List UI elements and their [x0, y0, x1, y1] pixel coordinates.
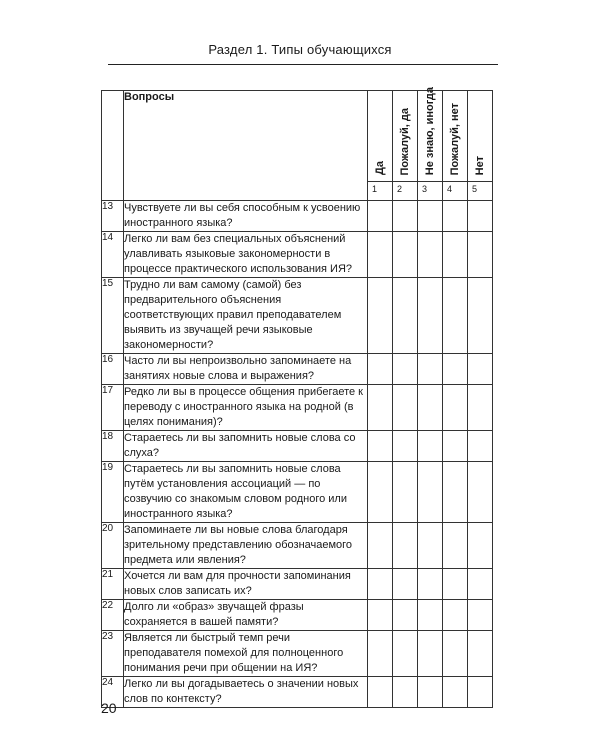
answer-cell[interactable] [393, 569, 418, 600]
answer-cell[interactable] [468, 201, 493, 232]
question-text: Является ли быстрый темп речи преподавателя помехой для полноценного понимания речи при общении на ИЯ? [124, 631, 368, 677]
question-number: 20 [102, 523, 124, 569]
answer-cell[interactable] [468, 354, 493, 385]
table-row [102, 232, 493, 278]
answer-cell[interactable] [418, 232, 443, 278]
answer-cell[interactable] [393, 278, 418, 354]
question-text: Редко ли вы в процессе общения прибегаете к переводу с иностранного языка на родной (в целях понимания)? [124, 385, 368, 431]
answer-header-dont-know: Не знаю, иногда [418, 91, 443, 182]
question-number: 15 [102, 278, 124, 354]
table-row [102, 201, 493, 232]
answer-cell[interactable] [368, 600, 393, 631]
table-row [102, 278, 493, 354]
answer-code: 3 [418, 182, 443, 201]
answer-cell[interactable] [368, 201, 393, 232]
answer-cell[interactable] [418, 385, 443, 431]
answer-code: 4 [443, 182, 468, 201]
answer-cell[interactable] [393, 385, 418, 431]
questions-header: Вопросы [124, 91, 368, 201]
question-text: Долго ли «образ» звучащей фразы сохраняется в вашей памяти? [124, 600, 368, 631]
answer-cell[interactable] [418, 462, 443, 523]
table-row [102, 462, 493, 523]
answer-cell[interactable] [418, 523, 443, 569]
answer-cell[interactable] [393, 462, 418, 523]
answer-code: 5 [468, 182, 493, 201]
answer-cell[interactable] [443, 677, 468, 708]
answer-cell[interactable] [368, 569, 393, 600]
answer-cell[interactable] [393, 631, 418, 677]
table-row [102, 569, 493, 600]
question-number: 14 [102, 232, 124, 278]
answer-cell[interactable] [393, 232, 418, 278]
table-row [102, 354, 493, 385]
answer-cell[interactable] [468, 569, 493, 600]
answer-cell[interactable] [393, 677, 418, 708]
answer-code: 2 [393, 182, 418, 201]
answer-cell[interactable] [368, 232, 393, 278]
table-row [102, 431, 493, 462]
answer-cell[interactable] [443, 431, 468, 462]
answer-cell[interactable] [418, 278, 443, 354]
question-number: 22 [102, 600, 124, 631]
answer-cell[interactable] [368, 278, 393, 354]
answer-cell[interactable] [443, 523, 468, 569]
table-row [102, 600, 493, 631]
question-number: 13 [102, 201, 124, 232]
answer-cell[interactable] [468, 232, 493, 278]
answer-cell[interactable] [443, 385, 468, 431]
question-text: Чувствуете ли вы себя способным к усвоению иностранного языка? [124, 201, 368, 232]
answer-header-probably-yes: Пожалуй, да [393, 91, 418, 182]
header-row [102, 91, 493, 182]
answer-cell[interactable] [443, 354, 468, 385]
answer-cell[interactable] [418, 677, 443, 708]
answer-cell[interactable] [368, 462, 393, 523]
table-row [102, 523, 493, 569]
answer-cell[interactable] [443, 631, 468, 677]
answer-header-probably-no: Пожалуй, нет [443, 91, 468, 182]
page-number: 20 [101, 700, 117, 716]
answer-cell[interactable] [393, 523, 418, 569]
answer-cell[interactable] [443, 600, 468, 631]
number-column-header [102, 91, 124, 201]
question-text: Хочется ли вам для прочности запоминания новых слов записать их? [124, 569, 368, 600]
answer-cell[interactable] [368, 385, 393, 431]
answer-cell[interactable] [368, 631, 393, 677]
answer-cell[interactable] [368, 431, 393, 462]
running-head: Раздел 1. Типы обучающихся [208, 42, 392, 57]
question-text: Легко ли вам без специальных объяснений улавливать языковые закономерности в процессе практического использования ИЯ? [124, 232, 368, 278]
answer-cell[interactable] [468, 523, 493, 569]
answer-cell[interactable] [418, 201, 443, 232]
answer-cell[interactable] [468, 462, 493, 523]
question-number: 23 [102, 631, 124, 677]
answer-cell[interactable] [393, 201, 418, 232]
question-text: Стараетесь ли вы запомнить новые слова со слуха? [124, 431, 368, 462]
question-number: 24 [102, 677, 124, 708]
answer-cell[interactable] [468, 385, 493, 431]
answer-cell[interactable] [418, 354, 443, 385]
answer-cell[interactable] [368, 677, 393, 708]
answer-cell[interactable] [418, 600, 443, 631]
question-number: 19 [102, 462, 124, 523]
table-row [102, 677, 493, 708]
answer-cell[interactable] [418, 569, 443, 600]
answer-cell[interactable] [468, 278, 493, 354]
answer-cell[interactable] [468, 431, 493, 462]
question-text: Запоминаете ли вы новые слова благодаря зрительному представлению обозначаемого предмета или явления? [124, 523, 368, 569]
question-number: 18 [102, 431, 124, 462]
question-text: Трудно ли вам самому (самой) без предварительного объяснения соответствующих правил преподавателем выявить из звучащей речи языковые закономерности? [124, 278, 368, 354]
answer-cell[interactable] [468, 677, 493, 708]
question-text: Легко ли вы догадываетесь о значении новых слов по контексту? [124, 677, 368, 708]
answer-cell[interactable] [418, 431, 443, 462]
header-rule [108, 64, 498, 65]
answer-code: 1 [368, 182, 393, 201]
questionnaire-table [101, 86, 493, 708]
question-number: 21 [102, 569, 124, 600]
answer-header-yes: Да [368, 91, 393, 182]
answer-cell[interactable] [443, 462, 468, 523]
question-number: 16 [102, 354, 124, 385]
answer-cell[interactable] [468, 631, 493, 677]
answer-cell[interactable] [368, 523, 393, 569]
answer-cell[interactable] [368, 354, 393, 385]
answer-header-no: Нет [468, 91, 493, 182]
table-row [102, 631, 493, 677]
answer-cell[interactable] [443, 201, 468, 232]
question-text: Стараетесь ли вы запомнить новые слова путём установления ассоциаций — по созвучию со знакомым словом родного или иностранного языка? [124, 462, 368, 523]
answer-cell[interactable] [443, 569, 468, 600]
question-number: 17 [102, 385, 124, 431]
answer-cell[interactable] [393, 354, 418, 385]
answer-cell[interactable] [443, 278, 468, 354]
table-row [102, 385, 493, 431]
answer-cell[interactable] [443, 232, 468, 278]
question-text: Часто ли вы непроизвольно запоминаете на занятиях новые слова и выражения? [124, 354, 368, 385]
answer-cell[interactable] [393, 600, 418, 631]
answer-cell[interactable] [468, 600, 493, 631]
answer-cell[interactable] [418, 631, 443, 677]
answer-cell[interactable] [393, 431, 418, 462]
